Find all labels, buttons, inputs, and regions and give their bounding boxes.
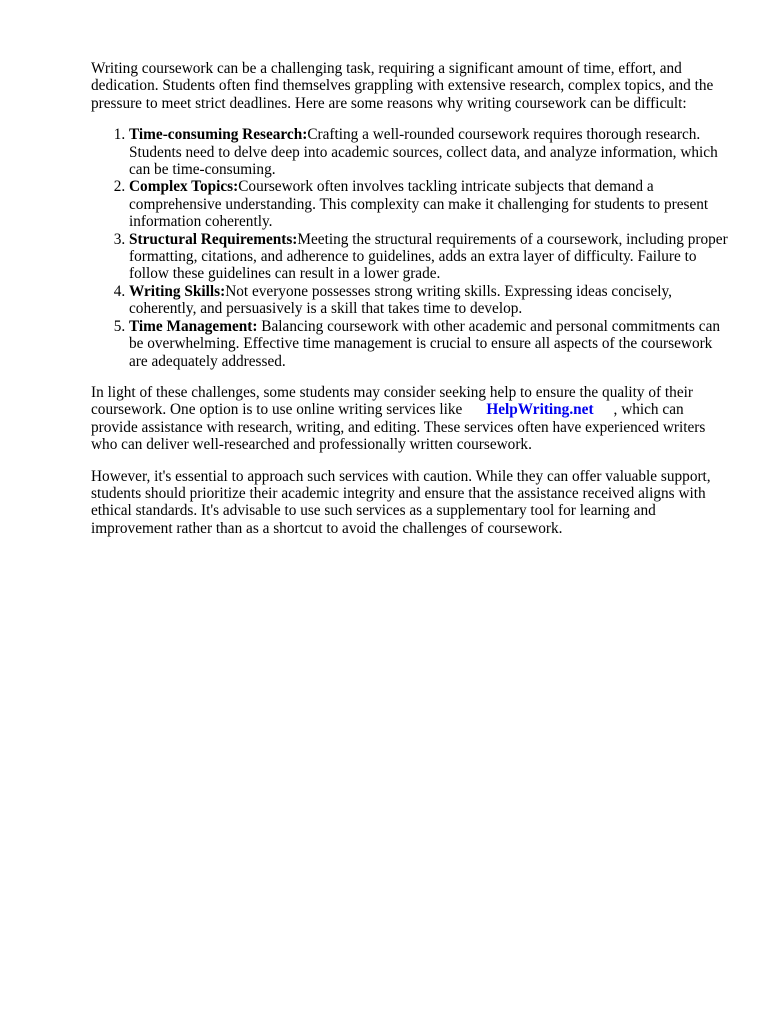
- reason-text: Meeting the structural requirements of a coursework, including proper formatting, citations, and adherence to guidelines, adds an extra layer of difficulty. Failure to follow these guidelines can result in a lower grade.: [129, 230, 728, 283]
- reason-item-complex-topics: [129, 178, 731, 230]
- help-text-after: , which can provide assistance with research, writing, and editing. These services often have experienced writers who can deliver well-researched and professionally written coursework.: [91, 401, 706, 454]
- reason-text: Coursework often involves tackling intricate subjects that demand a comprehensive understanding. This complexity can make it challenging for students to present information coherently.: [129, 178, 709, 231]
- helpwriting-link[interactable]: HelpWriting.net: [486, 401, 594, 419]
- reason-item-writing-skills: [129, 283, 731, 318]
- closing-paragraph: However, it's essential to approach such services with caution. While they can offer valuable support, students should prioritize their academic integrity and ensure that the assistance received aligns with ethical standards. It's advisable to use such services as a supplementary tool for learning and improvement rather than as a shortcut to avoid the challenges of coursework.: [91, 467, 711, 537]
- help-text-before: In light of these challenges, some students may consider seeking help to ensure the quality of their coursework. One option is to use online writing services like: [91, 383, 693, 419]
- reason-term: Structural Requirements:: [129, 230, 298, 248]
- reason-term: Time-consuming Research:: [129, 126, 308, 144]
- reason-text: Balancing coursework with other academic and personal commitments can be overwhelming. Effective time management is crucial to ensure all aspects of the coursework are adequately addressed.: [129, 317, 721, 370]
- reasons-list: [91, 126, 731, 370]
- document-body: [91, 60, 731, 551]
- reason-term: Complex Topics:: [129, 178, 239, 196]
- reason-term: Writing Skills:: [129, 282, 226, 300]
- help-paragraph: [91, 384, 731, 454]
- reason-item-time-management: [129, 318, 731, 370]
- reason-text: Crafting a well-rounded coursework requires thorough research. Students need to delve deep into academic sources, collect data, and analyze information, which can be time-consuming.: [129, 126, 718, 179]
- intro-paragraph: Writing coursework can be a challenging task, requiring a significant amount of time, effort, and dedication. Students often find themselves grappling with extensive research, complex topics, and the pressure to meet strict deadlines. Here are some reasons why writing coursework can be difficult:: [91, 60, 714, 112]
- reason-term: Time Management:: [129, 317, 258, 335]
- reason-item-structural: [129, 231, 731, 283]
- reason-item-research: [129, 126, 731, 178]
- reason-text: Not everyone possesses strong writing skills. Expressing ideas concisely, coherently, and persuasively is a skill that takes time to develop.: [129, 282, 673, 318]
